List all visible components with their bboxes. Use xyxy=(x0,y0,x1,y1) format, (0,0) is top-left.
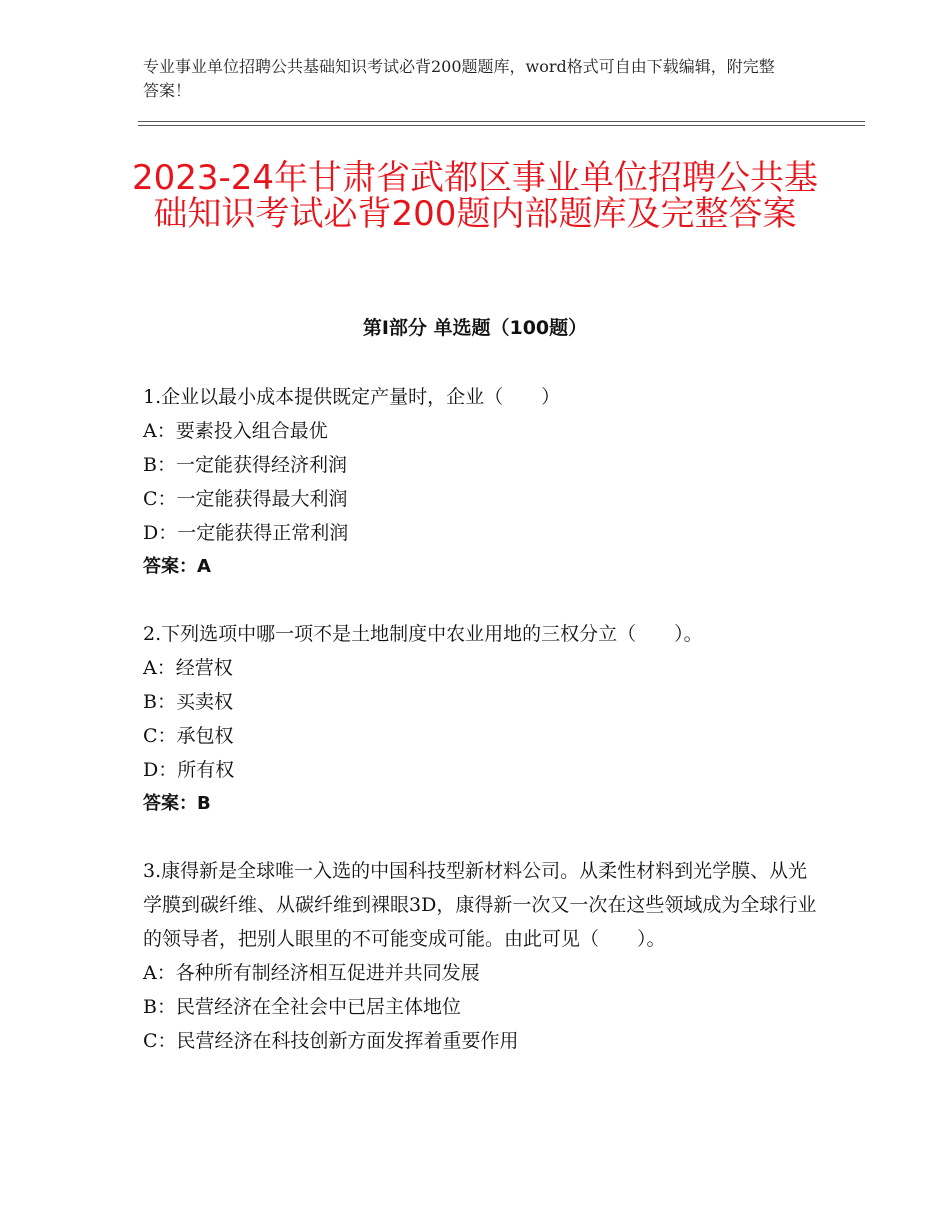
option-a: A：经营权 xyxy=(143,657,233,679)
question-1 xyxy=(143,380,823,584)
question-stem: 2.下列选项中哪一项不是土地制度中农业用地的三权分立（ ）。 xyxy=(143,623,703,645)
answer-label: 答案：A xyxy=(143,556,211,577)
option-d: D：所有权 xyxy=(143,759,235,781)
option-b: B：民营经济在全社会中已居主体地位 xyxy=(143,996,461,1018)
header-rule-bottom xyxy=(138,125,865,126)
answer-label: 答案：B xyxy=(143,793,211,814)
document-title: 2023-24年甘肃省武都区事业单位招聘公共基础知识考试必背200题内部题库及完整答案 xyxy=(131,158,819,234)
question-2 xyxy=(143,617,823,821)
option-c: C：承包权 xyxy=(143,725,234,747)
option-b: B：买卖权 xyxy=(143,691,233,713)
header-rule-top xyxy=(138,121,865,122)
option-c: C：一定能获得最大利润 xyxy=(143,488,348,510)
header-note: 专业事业单位招聘公共基础知识考试必背200题题库，word格式可自由下载编辑，附完整答案！ xyxy=(143,57,775,100)
option-d: D：一定能获得正常利润 xyxy=(143,522,349,544)
section-title: 第Ⅰ部分 单选题（100题） xyxy=(362,317,588,339)
question-stem: 3.康得新是全球唯一入选的中国科技型新材料公司。从柔性材料到光学膜、从光学膜到碳纤维、从碳纤维到裸眼3D，康得新一次又一次在这些领域成为全球行业的领导者，把别人眼里的不可能变成可能。由此可见（ ）。 xyxy=(143,860,817,950)
question-3 xyxy=(143,854,823,1058)
question-list xyxy=(143,380,823,1091)
option-a: A：要素投入组合最优 xyxy=(143,420,328,442)
question-stem: 1.企业以最小成本提供既定产量时，企业（ ） xyxy=(143,386,561,408)
option-c: C：民营经济在科技创新方面发挥着重要作用 xyxy=(143,1030,519,1052)
option-b: B：一定能获得经济利润 xyxy=(143,454,347,476)
option-a: A：各种所有制经济相互促进并共同发展 xyxy=(143,962,480,984)
